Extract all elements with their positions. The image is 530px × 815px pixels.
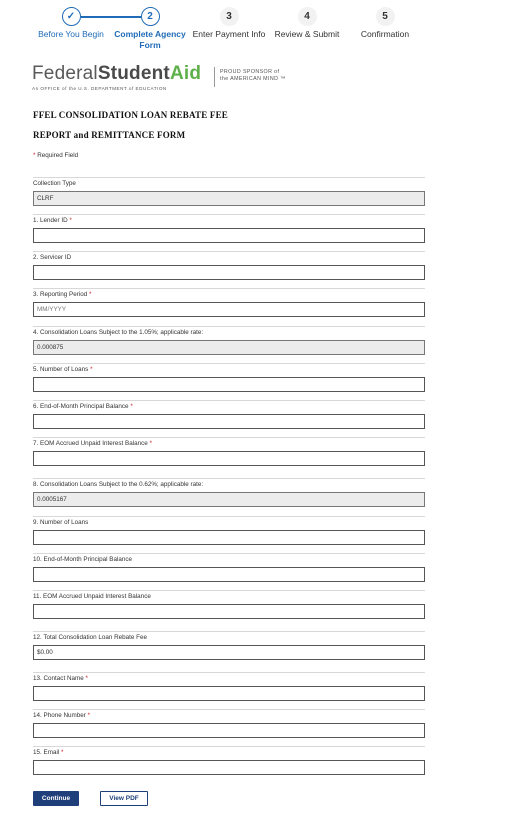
required-star: * — [87, 712, 91, 719]
eom-accrued-interest-2-group — [33, 590, 425, 620]
federal-student-aid-logo — [32, 63, 332, 95]
required-star: * — [69, 217, 72, 224]
servicer-id-input[interactable] — [33, 265, 425, 280]
rate-1-05-group — [33, 326, 425, 356]
logo-subtitle: An OFFICE of the U.S. DEPARTMENT of EDUCATION — [32, 86, 167, 91]
eom-principal-balance-1-label: 6. End-of-Month Principal Balance * — [33, 403, 133, 410]
rate-1-05-input — [33, 340, 425, 355]
field-divider — [33, 363, 425, 364]
number-of-loans-2-label: 9. Number of Loans — [33, 519, 89, 526]
step-label: Review & Submit — [274, 29, 340, 39]
number-of-loans-1-group — [33, 363, 425, 393]
required-star: * — [149, 440, 153, 447]
step-number: 5 — [376, 7, 395, 26]
eom-accrued-interest-1-group — [33, 437, 425, 467]
total-rebate-fee-group — [33, 631, 425, 661]
field-divider — [33, 400, 425, 401]
eom-accrued-interest-2-input[interactable] — [33, 604, 425, 619]
collection-type-input — [33, 191, 425, 206]
eom-principal-balance-2-group — [33, 553, 425, 583]
form-title-line2: REPORT and REMITTANCE FORM — [33, 130, 186, 140]
rate-0-62-group — [33, 478, 425, 508]
step-label: Before You Begin — [38, 29, 104, 39]
contact-name-group — [33, 672, 425, 702]
form-title-line1: FFEL CONSOLIDATION LOAN REBATE FEE — [33, 110, 229, 120]
field-divider — [33, 478, 425, 479]
field-divider — [33, 553, 425, 554]
required-star: * — [90, 366, 93, 373]
step-label: Confirmation — [360, 29, 410, 39]
eom-principal-balance-2-input[interactable] — [33, 567, 425, 582]
required-star: * — [89, 291, 92, 298]
collection-type-label: Collection Type — [33, 180, 76, 187]
rate-0-62-input — [33, 492, 425, 507]
reporting-period-input[interactable] — [33, 302, 425, 317]
field-divider — [33, 709, 425, 710]
field-divider — [33, 326, 425, 327]
required-field-note: * Required Field — [33, 152, 79, 159]
contact-name-input[interactable] — [33, 686, 425, 701]
collection-type-group — [33, 177, 425, 207]
required-star: * — [130, 403, 133, 410]
lender-id-group — [33, 214, 425, 244]
phone-number-group — [33, 709, 425, 739]
progress-stepper — [0, 0, 530, 60]
field-divider — [33, 516, 425, 517]
number-of-loans-2-input[interactable] — [33, 530, 425, 545]
view-pdf-button[interactable]: View PDF — [100, 791, 148, 806]
step-label: Enter Payment Info — [192, 29, 266, 39]
email-group — [33, 746, 425, 776]
field-divider — [33, 631, 425, 632]
reporting-period-label: 3. Reporting Period * — [33, 291, 92, 298]
number-of-loans-1-input[interactable] — [33, 377, 425, 392]
eom-accrued-interest-2-label: 11. EOM Accrued Unpaid Interest Balance — [33, 593, 151, 600]
servicer-id-group — [33, 251, 425, 281]
field-divider — [33, 672, 425, 673]
continue-button[interactable]: Continue — [33, 791, 79, 806]
phone-number-label: 14. Phone Number * — [33, 712, 91, 719]
field-divider — [33, 288, 425, 289]
email-input[interactable] — [33, 760, 425, 775]
reporting-period-group — [33, 288, 425, 318]
required-star: * — [85, 675, 88, 682]
step-number: 3 — [220, 7, 239, 26]
total-rebate-fee-input[interactable] — [33, 645, 425, 660]
eom-principal-balance-1-input[interactable] — [33, 414, 425, 429]
step-confirmation — [330, 7, 440, 40]
rate-0-62-label: 8. Consolidation Loans Subject to the 0.62%; applicable rate: — [33, 481, 204, 488]
field-divider — [33, 590, 425, 591]
servicer-id-label: 2. Servicer ID — [33, 254, 72, 261]
contact-name-label: 13. Contact Name * — [33, 675, 88, 682]
email-label: 15. Email * — [33, 749, 64, 756]
total-rebate-fee-label: 12. Total Consolidation Loan Rebate Fee — [33, 634, 148, 641]
field-divider — [33, 214, 425, 215]
number-of-loans-1-label: 5. Number of Loans * — [33, 366, 93, 373]
step-number: 2 — [141, 7, 160, 26]
logo-divider — [214, 67, 215, 87]
field-divider — [33, 251, 425, 252]
step-number: 4 — [298, 7, 317, 26]
eom-principal-balance-1-group — [33, 400, 425, 430]
eom-accrued-interest-1-label: 7. EOM Accrued Unpaid Interest Balance * — [33, 440, 153, 447]
rate-1-05-label: 4. Consolidation Loans Subject to the 1.05%; applicable rate: — [33, 329, 204, 336]
eom-principal-balance-2-label: 10. End-of-Month Principal Balance — [33, 556, 133, 563]
lender-id-label: 1. Lender ID * — [33, 217, 72, 224]
lender-id-input[interactable] — [33, 228, 425, 243]
phone-number-input[interactable] — [33, 723, 425, 738]
logo-wordmark: FederalStudentAid — [32, 63, 202, 84]
field-divider — [33, 177, 425, 178]
field-divider — [33, 746, 425, 747]
sponsor-tagline: PROUD SPONSOR of the AMERICAN MIND ™ — [220, 69, 286, 82]
number-of-loans-2-group — [33, 516, 425, 546]
check-icon: ✓ — [62, 7, 81, 26]
required-star: * — [61, 749, 64, 756]
step-label: Complete Agency Form — [114, 29, 186, 50]
eom-accrued-interest-1-input[interactable] — [33, 451, 425, 466]
field-divider — [33, 437, 425, 438]
